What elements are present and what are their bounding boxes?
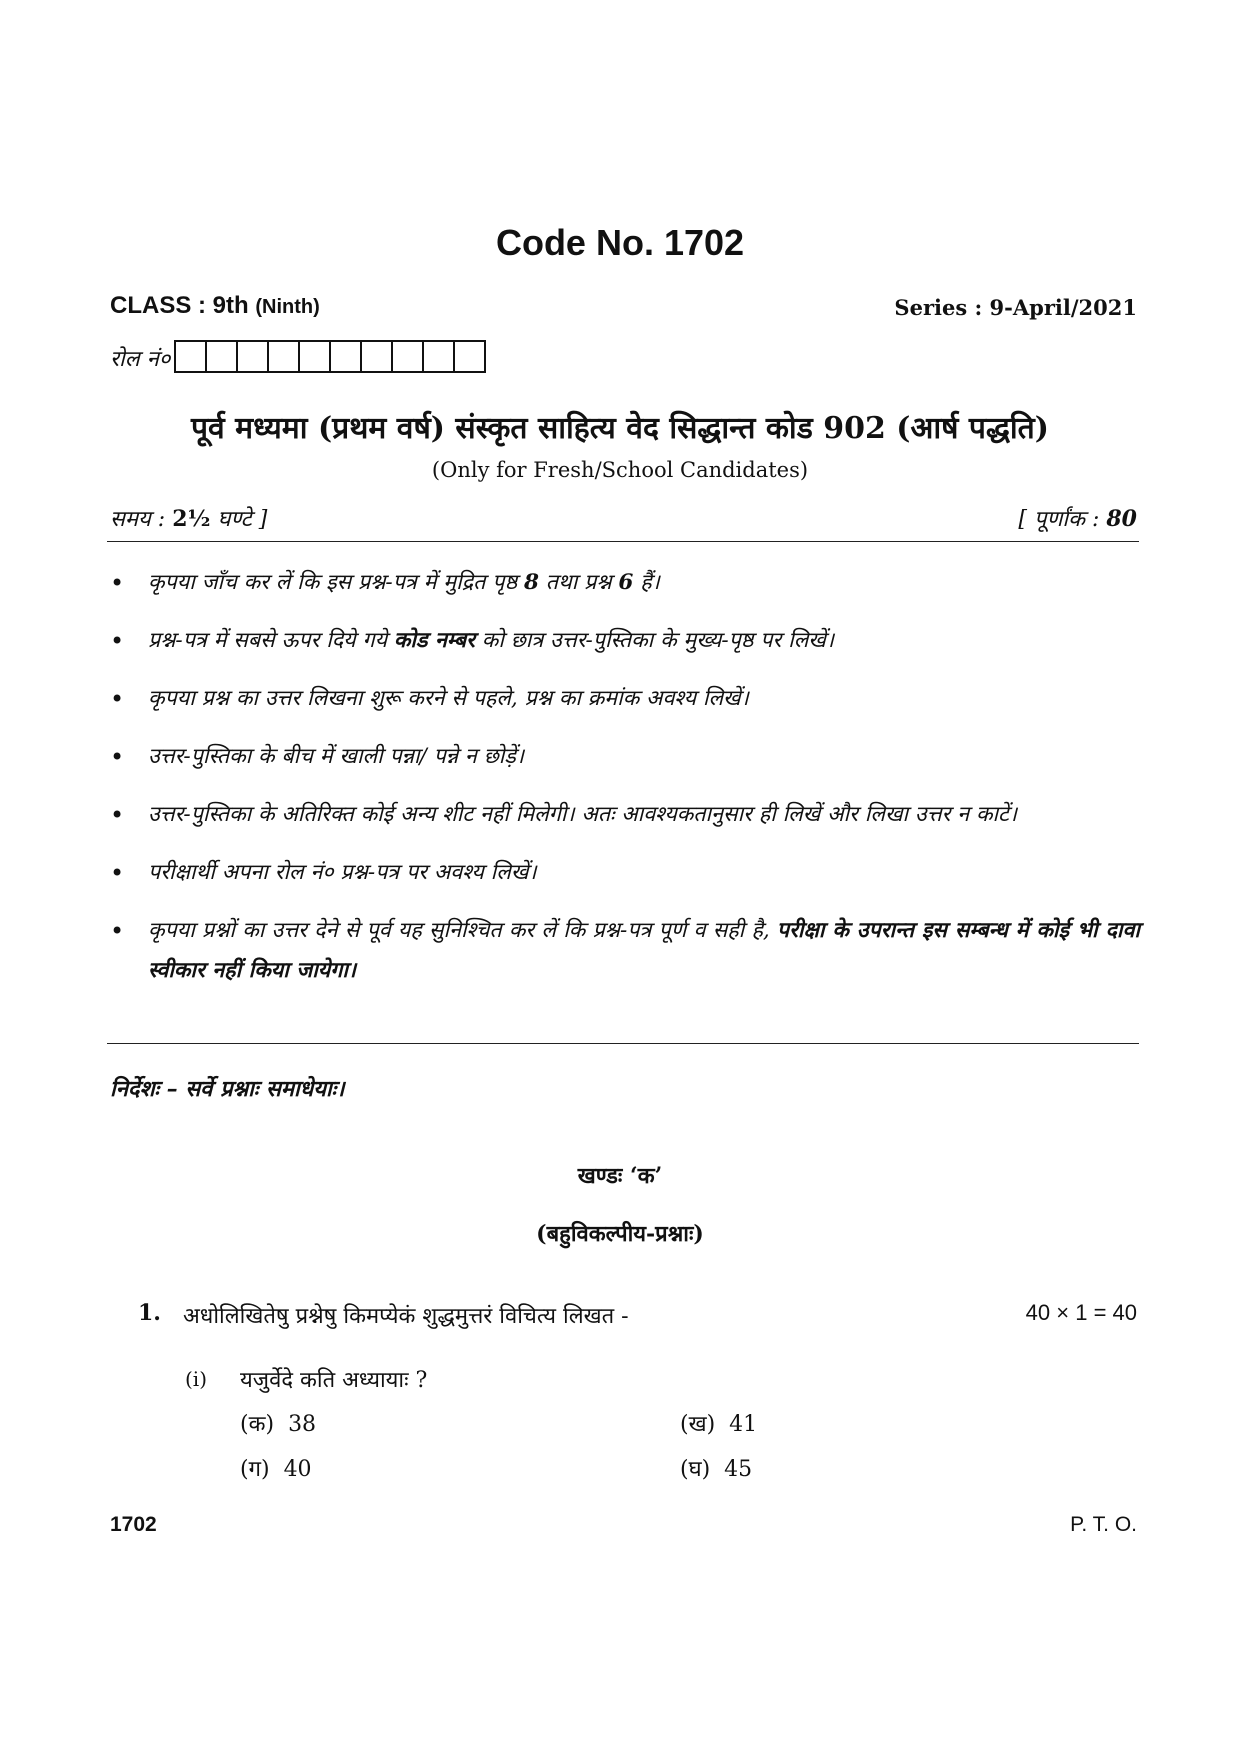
section-subtitle: (बहुविकल्पीय-प्रश्नाः)	[536, 1221, 704, 1247]
instruction-text: तथा प्रश्न	[538, 570, 619, 595]
divider-bottom	[107, 1043, 1139, 1044]
roll-box[interactable]	[174, 340, 207, 373]
roll-box[interactable]	[329, 340, 362, 373]
roll-number-boxes	[174, 340, 484, 373]
roll-box[interactable]	[391, 340, 424, 373]
instruction-text: कृपया जाँच कर लें कि इस प्रश्न-पत्र में मुद्रित पृष्ठ	[148, 570, 524, 595]
question-marks: 40 × 1 = 40	[1025, 1300, 1137, 1325]
instruction-text: को छात्र उत्तर-पुस्तिका के मुख्य-पृष्ठ पर लिखें।	[474, 628, 835, 653]
instruction-item	[110, 621, 1140, 661]
instruction-item	[110, 853, 1140, 893]
roll-box[interactable]	[267, 340, 300, 373]
instruction-item	[110, 911, 1140, 991]
candidate-note: (Only for Fresh/School Candidates)	[431, 458, 809, 482]
class-text: CLASS : 9th	[110, 292, 249, 319]
roll-label: रोल नं०	[110, 347, 171, 372]
pto-label: P. T. O.	[1070, 1513, 1137, 1536]
option-d	[680, 1453, 752, 1483]
code-number: Code No. 1702	[495, 222, 745, 263]
option-b	[680, 1408, 757, 1438]
instruction-text: परीक्षार्थी अपना रोल नं० प्रश्न-पत्र पर अवश्य लिखें।	[148, 860, 537, 885]
full-marks	[1018, 503, 1137, 533]
question-number: 1.	[138, 1300, 161, 1326]
instruction-item	[110, 737, 1140, 777]
instruction-bold-text: कोड नम्बर	[393, 628, 475, 653]
subquestion-number: (i)	[185, 1367, 208, 1391]
option-value: 41	[729, 1412, 758, 1437]
class-sub: (Ninth)	[255, 296, 320, 318]
option-label: (ग)	[240, 1457, 270, 1482]
instruction-bold-text: परीक्षा के उपरान्त इस सम्बन्ध में कोई भी दावा स्वीकार नहीं किया जायेगा।	[148, 918, 1140, 983]
instruction-item	[110, 679, 1140, 719]
instruction-text: उत्तर-पुस्तिका के बीच में खाली पन्ना/ पन्ने न छोड़ें।	[148, 744, 524, 769]
class-label	[110, 292, 320, 320]
marks-text: [ पूर्णांक :	[1018, 507, 1107, 532]
time-label	[110, 503, 267, 533]
question-text: अधोलिखितेषु प्रश्नेषु किमप्येकं शुद्धमुत्तरं विचित्य लिखत -	[183, 1304, 629, 1329]
roll-number-row	[110, 340, 484, 373]
subquestion-text: यजुर्वेदे कति अध्यायाः ?	[240, 1368, 428, 1393]
time-value: 2½	[172, 506, 211, 532]
direction-text: निर्देशः – सर्वे प्रश्नाः समाधेयाः।	[110, 1076, 345, 1102]
instruction-text: प्रश्न-पत्र में सबसे ऊपर दिये गये	[148, 628, 394, 653]
instruction-text: कृपया प्रश्न का उत्तर लिखना शुरू करने से पहले, प्रश्न का क्रमांक अवश्य लिखें।	[148, 686, 749, 711]
series-label: Series : 9-April/2021	[894, 295, 1137, 320]
roll-box[interactable]	[422, 340, 455, 373]
divider-top	[107, 541, 1139, 542]
instruction-item	[110, 795, 1140, 835]
section-title: खण्डः ‘क’	[577, 1163, 663, 1189]
option-value: 45	[724, 1457, 753, 1482]
instruction-item	[110, 563, 1140, 603]
option-label: (ख)	[680, 1412, 716, 1437]
roll-box[interactable]	[298, 340, 331, 373]
option-label: (घ)	[680, 1457, 711, 1482]
option-a	[240, 1408, 316, 1438]
option-c	[240, 1453, 312, 1483]
instruction-text: कृपया प्रश्नों का उत्तर देने से पूर्व यह सुनिश्चित कर लें कि प्रश्न-पत्र पूर्ण व सही है,	[148, 918, 777, 943]
marks-value: 80	[1106, 506, 1137, 532]
option-value: 40	[283, 1457, 312, 1482]
instruction-text: उत्तर-पुस्तिका के अतिरिक्त कोई अन्य शीट नहीं मिलेगी। अतः आवश्यकतानुसार ही लिखें और लिखा उत्तर न काटें।	[148, 802, 1018, 827]
instruction-bold-text: 8	[523, 570, 539, 595]
subject-title: पूर्व मध्यमा (प्रथम वर्ष) संस्कृत साहित्य वेद सिद्धान्त कोड 902 (आर्ष पद्धति)	[191, 411, 1049, 446]
instruction-bold-text: 6	[618, 570, 634, 595]
roll-box[interactable]	[205, 340, 238, 373]
roll-box[interactable]	[453, 340, 486, 373]
option-label: (क)	[240, 1412, 275, 1437]
time-unit: घण्टे ]	[210, 507, 268, 532]
roll-box[interactable]	[360, 340, 393, 373]
option-value: 38	[288, 1412, 317, 1437]
time-text: समय :	[110, 507, 173, 532]
instructions-list	[110, 563, 1140, 1009]
footer-code: 1702	[110, 1513, 157, 1536]
instruction-text: हैं।	[633, 570, 660, 595]
roll-box[interactable]	[236, 340, 269, 373]
